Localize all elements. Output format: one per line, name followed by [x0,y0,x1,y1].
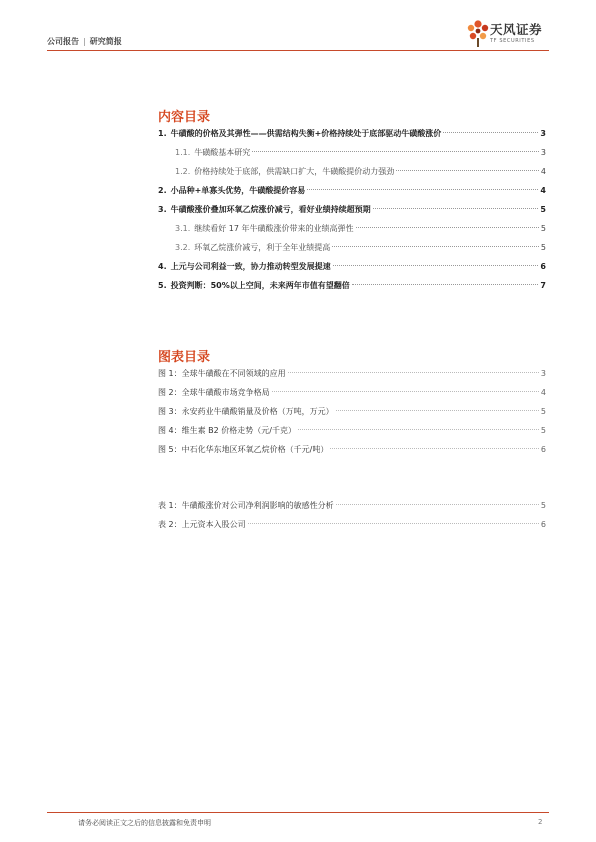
dot-leader [288,372,539,373]
tables-list [158,500,546,538]
toc-entry[interactable] [158,166,546,185]
entry-number: 1. [158,129,167,138]
dot-leader [248,523,539,524]
toc-entry[interactable] [158,368,546,387]
entry-page: 7 [540,281,546,290]
toc-entry[interactable] [158,387,546,406]
entry-label: 图 4：维生素 B2 价格走势（元/千克） [158,426,296,435]
dot-leader [252,151,539,152]
entry-label [175,242,330,253]
entry-text: 上元与公司利益一致，协力推动转型发展提速 [170,262,331,271]
entry-number: 1.2. [175,167,191,176]
dot-leader [307,189,538,190]
toc-entry[interactable] [158,425,546,444]
flower-logo-icon [466,18,490,48]
entry-label [158,261,331,272]
dot-leader [336,504,539,505]
entry-page: 4 [540,186,546,195]
entry-text: 牛磺酸基本研究 [194,148,251,157]
page-number: 2 [538,818,543,826]
dot-leader [396,170,539,171]
entry-label [158,185,305,196]
dot-leader [272,391,539,392]
entry-page: 5 [540,407,546,416]
toc-entry[interactable] [158,185,546,204]
entry-text: 环氧乙烷涨价减亏，利于全年业绩提高 [194,243,331,252]
entry-label: 表 2：上元资本入股公司 [158,520,246,529]
entry-page: 5 [540,224,546,233]
toc-entry[interactable] [158,242,546,261]
entry-text: 牛磺酸的价格及其弹性——供需结构失衡+价格持续处于底部驱动牛磺酸涨价 [170,129,442,138]
entry-number: 3.1. [175,224,191,233]
entry-page: 5 [540,426,546,435]
dot-leader [298,429,539,430]
entry-page: 5 [540,205,546,214]
entry-text: 小品种+单寡头优势，牛磺酸提价容易 [170,186,306,195]
toc-entry[interactable] [158,223,546,242]
logo-name: 天风证券 [490,22,543,37]
report-type: 公司报告 [47,37,79,46]
entry-page: 6 [540,262,546,271]
header-separator: | [83,37,86,46]
entry-page: 5 [540,501,546,510]
toc-title: 内容目录 [158,110,211,125]
dot-leader [336,410,539,411]
toc-entry[interactable] [158,280,546,299]
page-header [0,0,596,60]
entry-page: 4 [540,167,546,176]
toc-entry[interactable] [158,128,546,147]
company-logo [466,18,556,52]
entry-page: 5 [540,243,546,252]
entry-label [158,280,350,291]
entry-text: 投资判断：50%以上空间，未来两年市值有望翻倍 [170,281,350,290]
entry-number: 1.1. [175,148,191,157]
toc-entry[interactable] [158,500,546,519]
toc-entry[interactable] [158,147,546,166]
entry-label: 图 5：中石化华东地区环氧乙烷价格（千元/吨） [158,445,329,454]
dot-leader [330,448,539,449]
toc-entry[interactable] [158,444,546,463]
entry-label: 图 2：全球牛磺酸市场竞争格局 [158,388,270,397]
dot-leader [332,246,539,247]
entry-page: 4 [540,388,546,397]
report-subtype: 研究简报 [89,37,122,46]
entry-label [158,128,441,139]
entry-number: 3.2. [175,243,191,252]
entry-page: 6 [540,445,546,454]
footer-divider [47,812,549,813]
toc-entry[interactable] [158,519,546,538]
toc-list [158,128,546,299]
entry-label [175,147,250,158]
entry-number: 5. [158,281,167,290]
figures-title: 图表目录 [158,350,211,365]
figures-list [158,368,546,463]
entry-text: 牛磺酸涨价叠加环氧乙烷涨价减亏，看好业绩持续超预期 [170,205,371,214]
footer-disclaimer: 请务必阅读正文之后的信息披露和免责申明 [78,819,211,827]
report-category [47,36,122,47]
dot-leader [333,265,539,266]
entry-text: 价格持续处于底部，供需缺口扩大，牛磺酸提价动力强劲 [194,167,395,176]
entry-page: 3 [540,369,546,378]
logo-subtitle: TF SECURITIES [490,38,535,44]
entry-page: 6 [540,520,546,529]
entry-page: 3 [540,148,546,157]
entry-label [158,204,371,215]
entry-number: 4. [158,262,167,271]
dot-leader [356,227,539,228]
header-divider [47,50,549,51]
dot-leader [352,284,539,285]
toc-entry[interactable] [158,204,546,223]
entry-label: 表 1：牛磺酸涨价对公司净利润影响的敏感性分析 [158,501,334,510]
entry-number: 3. [158,205,167,214]
entry-text: 继续看好 17 年牛磺酸涨价带来的业绩高弹性 [194,224,354,233]
toc-entry[interactable] [158,406,546,425]
entry-label [175,166,394,177]
dot-leader [373,208,539,209]
entry-number: 2. [158,186,167,195]
entry-label: 图 3：永安药业牛磺酸销量及价格（万吨，万元） [158,407,334,416]
dot-leader [443,132,538,133]
entry-label: 图 1：全球牛磺酸在不同领域的应用 [158,369,286,378]
entry-page: 3 [540,129,546,138]
entry-label [175,223,354,234]
toc-entry[interactable] [158,261,546,280]
